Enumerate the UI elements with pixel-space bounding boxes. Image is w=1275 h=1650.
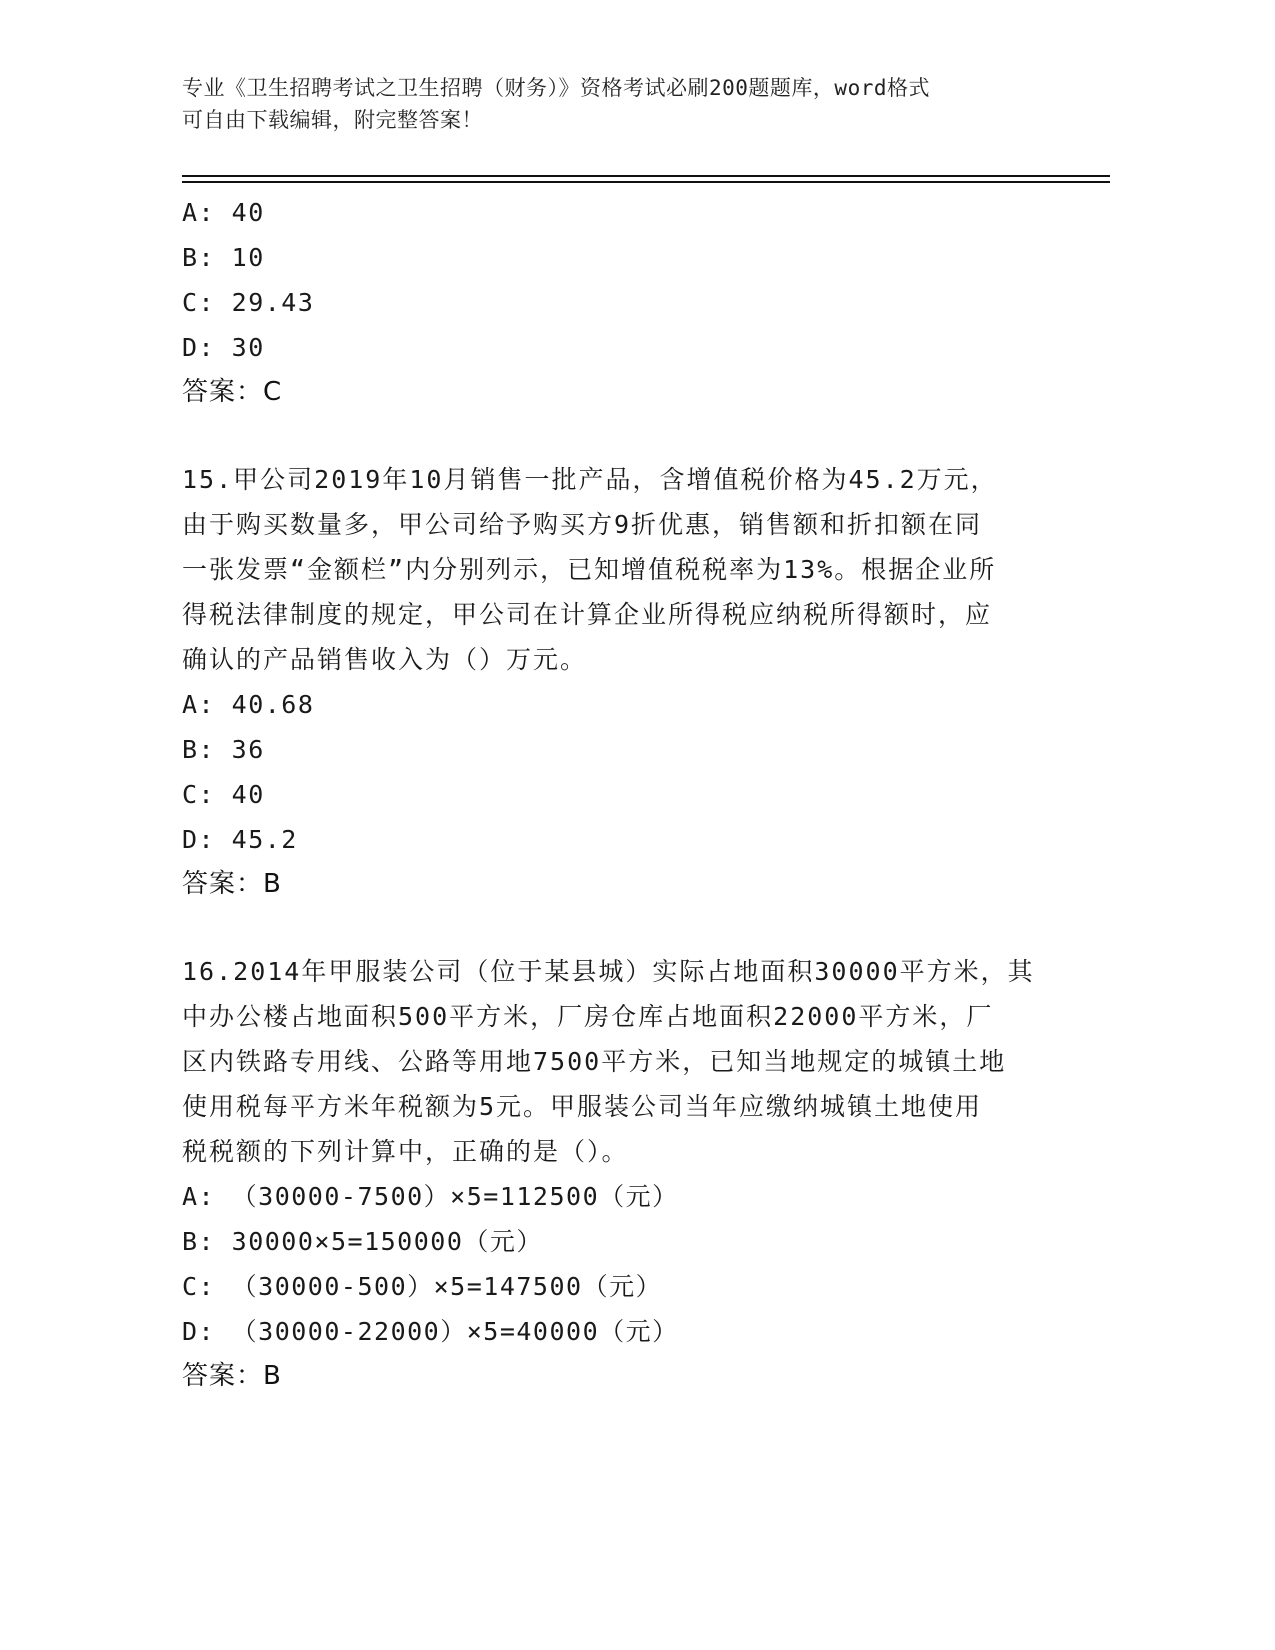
q15-stem-line: 得税法律制度的规定，甲公司在计算企业所得税应纳税所得额时，应 (182, 600, 993, 629)
q14-answer: 答案：C (182, 377, 283, 407)
question-15-block (182, 457, 1082, 907)
q16-answer: 答案：B (182, 1361, 282, 1391)
header-rule-bottom (182, 181, 1110, 183)
header-line-2: 可自由下载编辑，附完整答案！ (182, 108, 483, 132)
header-rule-top (182, 175, 1110, 177)
q15-stem-line: 确认的产品销售收入为（）万元。 (182, 645, 588, 674)
q16-stem-line: 税税额的下列计算中，正确的是（）。 (182, 1137, 629, 1166)
q14-option-a: A: 40 (182, 198, 265, 227)
q15-stem-line: 由于购买数量多，甲公司给予购买方9折优惠，销售额和折扣额在同 (182, 510, 983, 539)
q16-stem-line: 16.2014年甲服装公司（位于某县城）实际占地面积30000平方米，其 (182, 957, 1035, 986)
question-16-block (182, 949, 1082, 1399)
document-header (182, 72, 1062, 136)
q15-stem-line: 一张发票“金额栏”内分别列示，已知增值税税率为13%。根据企业所 (182, 555, 997, 584)
q15-stem-line: 15.甲公司2019年10月销售一批产品，含增值税价格为45.2万元， (182, 465, 998, 494)
question-14-block (182, 190, 1082, 415)
q16-stem-line: 中办公楼占地面积500平方米，厂房仓库占地面积22000平方米，厂 (182, 1002, 994, 1031)
q14-option-d: D: 30 (182, 333, 265, 362)
q15-stem (182, 457, 1062, 682)
q16-stem (182, 949, 1062, 1174)
q15-option-b: B: 36 (182, 735, 265, 764)
q15-answer: 答案：B (182, 869, 282, 899)
q15-option-d: D: 45.2 (182, 825, 298, 854)
q16-stem-line: 区内铁路专用线、公路等用地7500平方米，已知当地规定的城镇土地 (182, 1047, 1007, 1076)
q14-option-c: C: 29.43 (182, 288, 315, 317)
header-line-1: 专业《卫生招聘考试之卫生招聘（财务）》资格考试必刷200题题库，word格式 (182, 76, 930, 100)
q16-stem-line: 使用税每平方米年税额为5元。甲服装公司当年应缴纳城镇土地使用 (182, 1092, 983, 1121)
q16-option-a: A: （30000-7500）×5=112500（元） (182, 1182, 679, 1211)
q16-option-b: B: 30000×5=150000（元） (182, 1227, 543, 1256)
q15-option-c: C: 40 (182, 780, 265, 809)
q15-option-a: A: 40.68 (182, 690, 315, 719)
q14-option-b: B: 10 (182, 243, 265, 272)
document-body (182, 190, 1082, 1399)
q16-option-d: D: （30000-22000）×5=40000（元） (182, 1317, 679, 1346)
q16-option-c: C: （30000-500）×5=147500（元） (182, 1272, 663, 1301)
